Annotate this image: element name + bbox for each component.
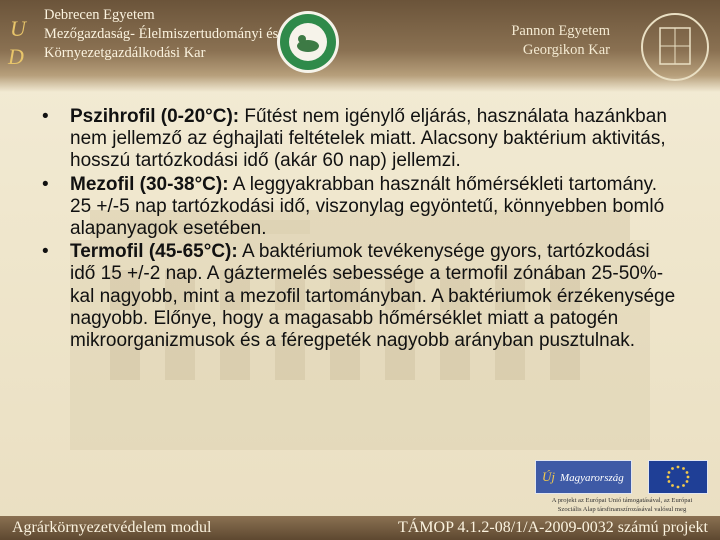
bullet-text: Fűtést nem igénylő eljárás, használata hazánkban nem jellemző az éghajlati feltételek miatt. Alacsony baktérium aktivitás, hosszú tartózkodási idő (akár 60 nap) jellemzi. — [70, 106, 667, 172]
bullet-item — [40, 106, 680, 173]
bullet-term: Termofil (45-65°C): — [70, 241, 238, 263]
bullet-text: A leggyakrabban használt hőmérsékleti tartomány. 25 +/-5 nap tartózkodási idő, viszonylag egyöntetű, könnyebben bomló alapanyagok esetében. — [70, 173, 665, 240]
funding-note-line: A projekt az Európai Unió támogatásával, az Európai — [551, 497, 693, 504]
faculty-seal-logo — [276, 10, 340, 74]
funding-note — [527, 497, 717, 514]
module-title: Agrárkörnyezetvédelem modul — [12, 519, 212, 536]
pannon-university-crest-logo — [640, 12, 710, 82]
eu-flag-icon — [648, 460, 708, 494]
bullet-list — [40, 106, 680, 353]
institution-line: Georgikon Kar — [522, 42, 610, 58]
bullet-item — [40, 241, 680, 352]
header-band — [0, 0, 720, 92]
project-id: TÁMOP 4.1.2-08/1/A-2009-0032 számú projekt — [397, 519, 708, 536]
debrecen-university-logo — [6, 6, 40, 70]
pannon-institution-name — [500, 22, 610, 60]
bullet-term: Pszihrofil (0-20°C): — [70, 106, 240, 127]
svg-text:U: U — [10, 16, 26, 41]
bullet-item — [40, 174, 680, 241]
uj-magyarorszag-logo — [535, 460, 632, 494]
svg-text:Új: Új — [542, 469, 555, 484]
funding-logos — [535, 460, 710, 492]
bullet-icon: • — [42, 241, 49, 263]
bullet-term: Mezofil (30-38°C): — [70, 173, 229, 195]
bullet-text: A baktériumok tevékenysége gyors, tartózkodási idő 15 +/-2 nap. A gáztermelés sebessége a termofil zónában 25-50%-kal nagyobb, mint a mezofil tartományban. A baktériumok érzékenysége nagyobb. Előnye, hogy a magasabb hőmérséklet miatt a patogén mikroorganizmusok és a féregpeték nagyobb arányban pusztulnak. — [70, 241, 676, 352]
bullet-icon: • — [42, 173, 49, 195]
institution-line: Mezőgazdaság- Élelmiszertudományi és — [44, 26, 279, 42]
debrecen-institution-name — [44, 6, 278, 63]
bullet-icon: • — [42, 106, 49, 127]
svg-text:Magyarország: Magyarország — [560, 472, 624, 484]
footer-band — [0, 516, 720, 540]
institution-line: Pannon Egyetem — [511, 23, 610, 39]
institution-line: Debrecen Egyetem — [44, 7, 155, 23]
funding-note-line: Szociális Alap társfinanszírozásával valósul meg — [557, 505, 687, 513]
institution-line: Környezetgazdálkodási Kar — [44, 45, 206, 61]
svg-text:D: D — [8, 44, 24, 69]
